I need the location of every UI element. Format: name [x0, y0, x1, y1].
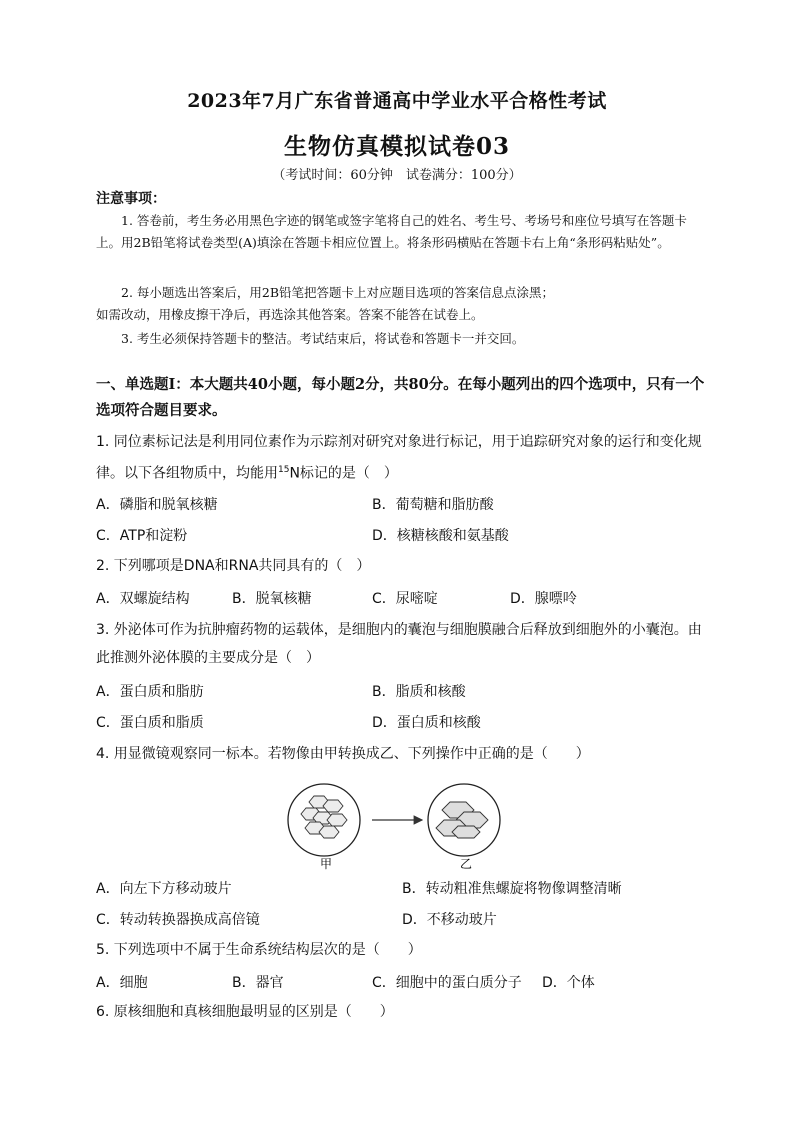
q5-option-d: D．个体	[542, 975, 595, 991]
microscope-views-diagram	[284, 776, 514, 876]
question-2-stem: 2. 下列哪项是DNA和RNA共同具有的（ ）	[96, 558, 371, 574]
notice-item-3: 3. 考生必须保持答题卡的整洁。考试结束后，将试卷和答题卡一并交回。	[121, 331, 525, 346]
question-1-stem: 1. 同位素标记法是利用同位素作为示踪剂对研究对象进行标记，用于追踪研究对象的运行和变化规律。以下各组物质中，均能用$^{15}$N标记的是（ ）	[96, 434, 702, 482]
question-6-stem: 6. 原核细胞和真核细胞最明显的区别是（ ）	[96, 1004, 394, 1020]
exam-subtitle: 生物仿真模拟试卷03	[283, 133, 510, 160]
q2-option-a: A．双螺旋结构	[96, 591, 190, 607]
view-yi-label: 乙	[460, 857, 473, 871]
microscope-figure	[284, 776, 514, 876]
q5-option-c: C．细胞中的蛋白质分子	[372, 975, 522, 991]
q1-option-b: B．葡萄糖和脂肪酸	[372, 497, 494, 513]
question-4-stem: 4. 用显微镜观察同一标本。若物像由甲转换成乙、下列操作中正确的是（ ）	[96, 746, 590, 762]
q1-option-c: C．ATP和淀粉	[96, 528, 188, 544]
q2-option-d: D．腺嘌呤	[510, 591, 577, 607]
exam-info: （考试时间：60分钟 试卷满分：100分）	[272, 168, 522, 183]
q4-option-a: A．向左下方移动玻片	[96, 881, 232, 897]
question-5-stem: 5. 下列选项中不属于生命系统结构层次的是（ ）	[96, 942, 422, 958]
q4-option-d: D．不移动玻片	[402, 912, 497, 928]
q1-option-a: A．磷脂和脱氧核糖	[96, 497, 218, 513]
q5-option-b: B．器官	[232, 975, 284, 991]
q5-option-a: A．细胞	[96, 975, 148, 991]
q3-option-d: D．蛋白质和核酸	[372, 715, 481, 731]
q3-option-c: C．蛋白质和脂质	[96, 715, 204, 731]
q2-option-b: B．脱氧核糖	[232, 591, 312, 607]
exam-title: 2023年7月广东省普通高中学业水平合格性考试	[187, 90, 607, 112]
notice-item-2-cont: 如需改动，用橡皮擦干净后，再选涂其他答案。答案不能答在试卷上。	[96, 307, 484, 322]
q2-option-c: C．尿嘧啶	[372, 591, 438, 607]
q1-option-d: D．核糖核酸和氨基酸	[372, 528, 509, 544]
q3-option-a: A．蛋白质和脂肪	[96, 684, 204, 700]
notice-item-2: 2. 每小题选出答案后，用2B铅笔把答题卡上对应题目选项的答案信息点涂黑；	[121, 285, 555, 300]
section-heading: 一、单选题Ⅰ：本大题共40小题，每小题2分，共80分。在每小题列出的四个选项中，只有一个选项符合题目要求。	[96, 376, 705, 419]
notice-heading: 注意事项：	[96, 191, 166, 207]
q3-option-b: B．脂质和核酸	[372, 684, 466, 700]
question-3-stem: 3. 外泌体可作为抗肿瘤药物的运载体，是细胞内的囊泡与细胞膜融合后释放到细胞外的小囊泡。由此推测外泌体膜的主要成分是（ ）	[96, 622, 702, 666]
view-jia-label: 甲	[320, 857, 333, 871]
notice-item-1: 1. 答卷前，考生务必用黑色字迹的钢笔或签字笔将自己的姓名、考生号、考场号和座位号填写在答题卡上。用2B铅笔将试卷类型(A)填涂在答题卡相应位置上。将条形码横贴在答题卡右上角“条形码粘贴处”。	[96, 213, 687, 250]
q4-option-b: B．转动粗准焦螺旋将物像调整清晰	[402, 881, 622, 897]
q4-option-c: C．转动转换器换成高倍镜	[96, 912, 260, 928]
